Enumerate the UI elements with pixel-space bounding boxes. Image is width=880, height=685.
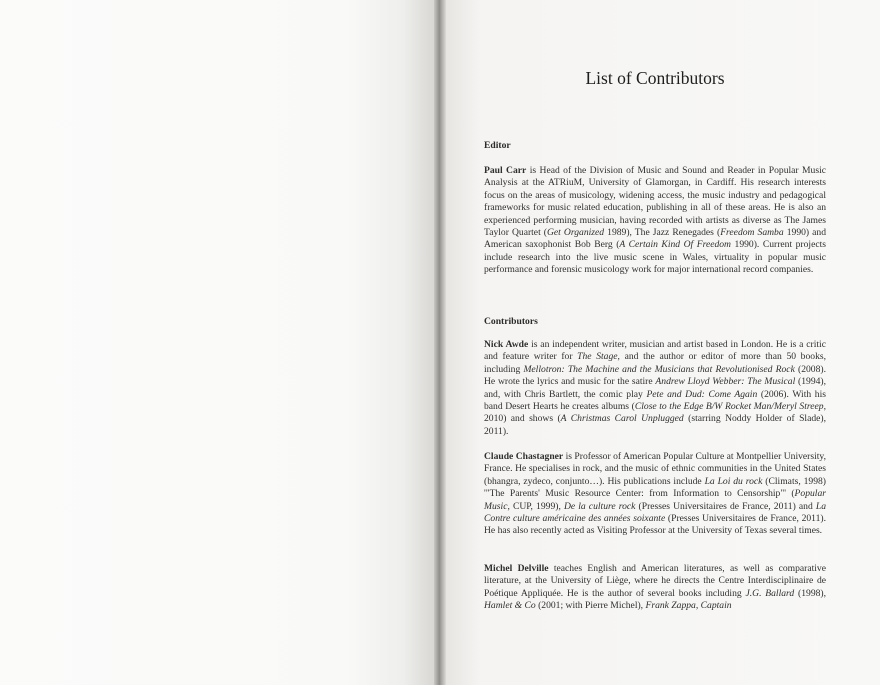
bio-text: is Professor of American Popular Culture at Montpellier University, France. He specialises in rock, and the music of ethnic communities in the United States (bhangra, zydeco, conjunto…). His publications include [484,451,827,487]
italic-title: Close to the Edge B/W Rocket Man/Meryl Streep [634,401,824,413]
bio-text: , CUP, 1999), [507,500,564,512]
italic-title: Popular Music [484,488,826,512]
italic-title: Hamlet & Co [484,600,536,612]
contributor-entry [484,563,826,613]
italic-title: La Contre culture américaine des années soixante [484,500,827,525]
italic-title: Freedom Samba [720,227,784,239]
italic-title: Frank Zappa, Captain [645,600,732,612]
italic-title: Mellotron: The Machine and the Musicians that Revolutionised Rock [523,363,795,375]
book-gutter [434,0,446,685]
bio-text: 1989), The Jazz Renegades ( [604,227,721,239]
bio-text: (starring Noddy Holder of Slade), 2011). [484,413,826,437]
italic-title: A Certain Kind Of Freedom [619,239,731,251]
bio-text: , 2010) and shows ( [484,401,826,425]
bio-text: (Presses Universitaires de France, 2011) and [635,500,816,512]
bio-text: (1998), [794,587,827,599]
bio-text: 1990) and American saxophonist Bob Berg ( [484,227,827,251]
contributor-name: Michel Delville [484,563,549,574]
contributors-heading: Contributors [484,316,538,327]
bio-text: 1990). Current projects include research into the live music scene in Wales, virtuality in popular music performance and forensic musicology work for major international record companies. [484,239,827,276]
bio-text: is Head of the Division of Music and Sound and Reader in Popular Music Analysis at the ATRiuM, University of Glamorgan, in Cardiff. His research interests focus on the areas of musicology, widening access, the music industry and pedagogical frameworks for music related education, publishing in all of these areas. He is also an experienced performing musician, having recorded with artists as diverse as The James Taylor Quartet ( [484,165,826,239]
bio-text: is an independent writer, musician and artist based in London. He is a critic and feature writer for [484,339,826,363]
italic-title: A Christmas Carol Unplugged [560,413,684,425]
contributor-name: Claude Chastagner [484,451,564,462]
contributor-entry [484,165,826,277]
italic-title: J.G. Ballard [745,587,795,599]
page-title: List of Contributors [585,68,725,88]
contributor-bio [484,451,826,536]
contributor-bio [484,165,826,275]
contributor-entry [484,451,826,538]
contributor-entry [484,339,826,438]
italic-title: Andrew Lloyd Webber: The Musical [655,376,796,388]
italic-title: De la culture rock [563,500,636,512]
contributor-name: Nick Awde [484,339,529,350]
bio-text: teaches English and American literatures, as well as comparative literature, at the University of Liège, where he directs the Centre Interdisciplinaire de Poétique Appliquée. He is the author of several books including [484,563,826,599]
bio-text: (1994), and, with Chris Bartlett, the comic play [484,376,827,400]
bio-text: (2006). With his band Desert Hearts he creates albums ( [484,388,826,413]
bio-text: (Climats, 1998) '"The Parents' Music Resource Center: from Information to Censorship"' ( [484,475,827,500]
italic-title: Get Organized [547,227,605,239]
bio-text: , and the author or editor of more than 50 books, including [484,351,826,375]
bio-text: (2001; with Pierre Michel), [535,600,646,612]
bio-text: (Presses Universitaires de France, 2011). He has also recently acted as Visiting Professor at the University of Texas several times. [484,513,826,537]
italic-title: La Loi du rock [704,475,763,487]
editor-heading: Editor [484,140,511,151]
contributor-name: Paul Carr [484,165,527,176]
italic-title: Pete and Dud: Come Again [646,388,758,400]
left-page [0,0,434,685]
italic-title: The Stage [577,351,618,363]
bio-text: (2008). He wrote the lyrics and music for the satire [484,363,826,388]
contributor-bio [484,339,826,437]
